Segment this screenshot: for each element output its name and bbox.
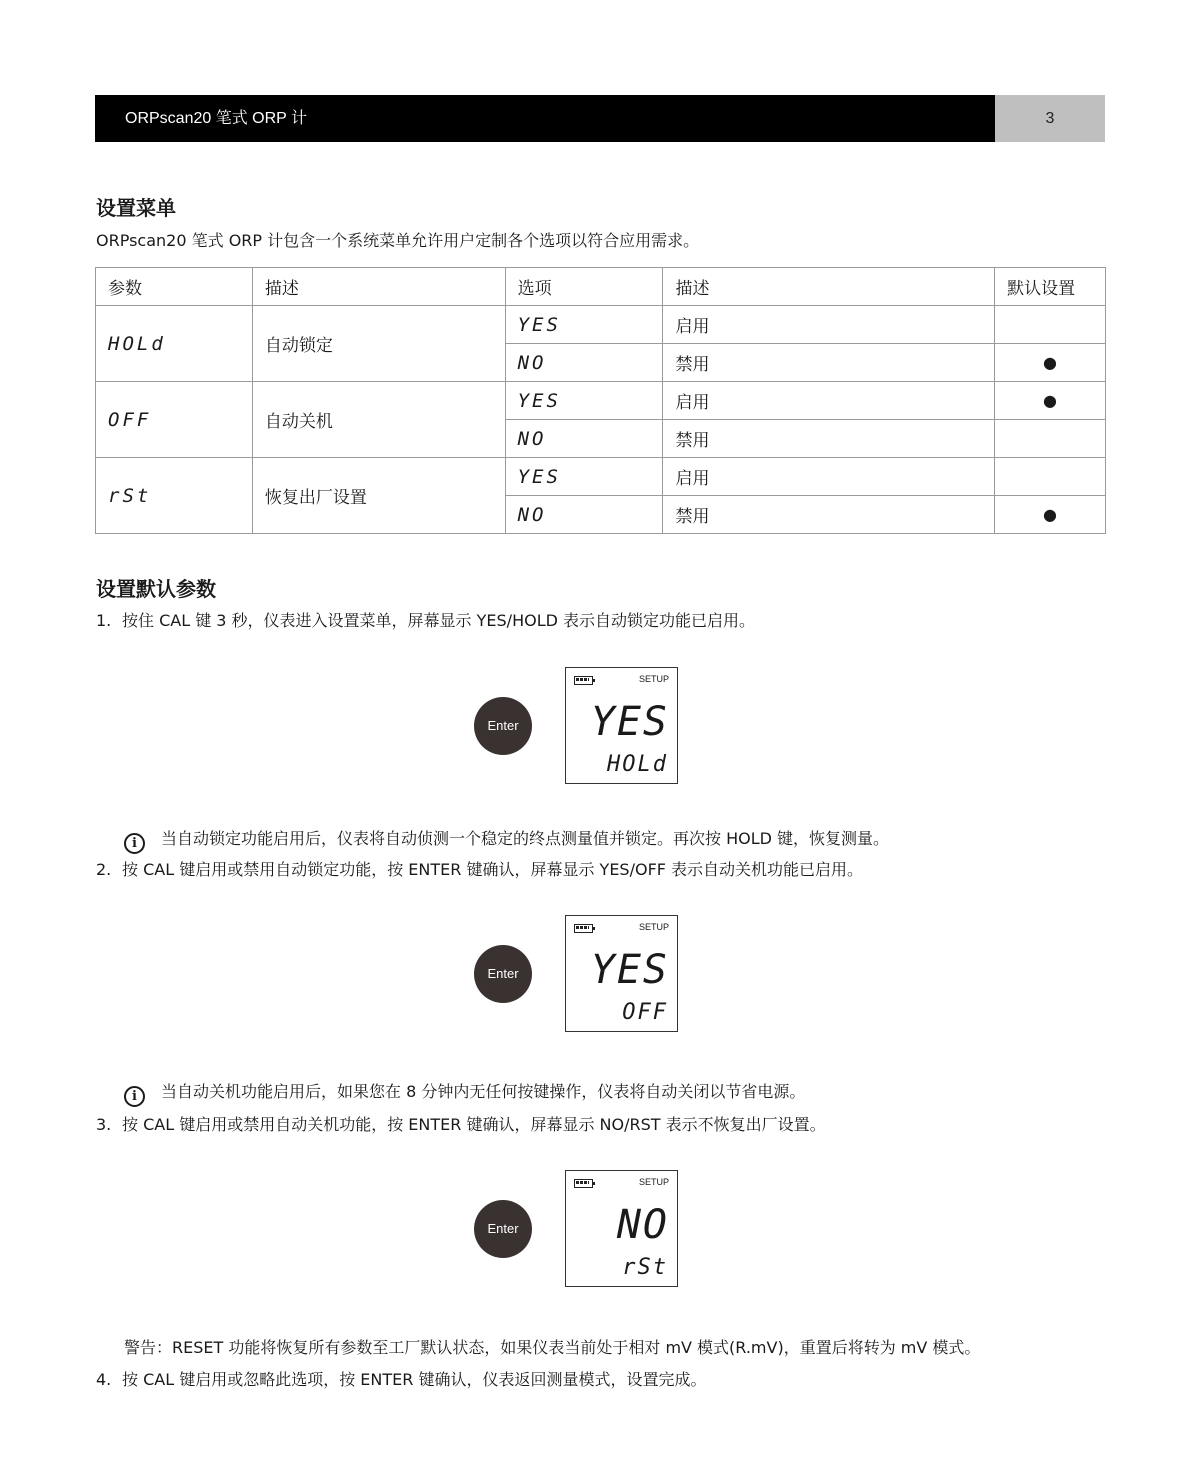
battery-icon: [574, 1179, 593, 1188]
default-marker: ●: [995, 344, 1106, 382]
setup-indicator: SETUP: [638, 1177, 669, 1187]
step-number: 3.: [96, 1115, 112, 1134]
lcd-sub-value: HOLd: [607, 752, 668, 777]
option-cell: NO: [505, 344, 663, 382]
step-4: [96, 1367, 706, 1390]
option-description: 禁用: [663, 344, 995, 382]
option-cell: NO: [505, 420, 663, 458]
option-description: 启用: [663, 306, 995, 344]
note-text: 当自动关机功能启用后，如果您在 8 分钟内无任何按键操作，仪表将自动关闭以节省电源。: [161, 1082, 806, 1101]
option-cell: YES: [505, 306, 663, 344]
warning-note: 警告：RESET 功能将恢复所有参数至工厂默认状态，如果仪表当前处于相对 mV 模式(R.mV)，重置后将转为 mV 模式。: [124, 1338, 981, 1357]
info-note-1: [124, 826, 889, 854]
param-description: 恢复出厂设置: [252, 458, 505, 534]
table-header-row: [96, 268, 1106, 306]
param-description: 自动关机: [252, 382, 505, 458]
table-row: [96, 306, 1106, 344]
step-text: 按住 CAL 键 3 秒，仪表进入设置菜单，屏幕显示 YES/HOLD 表示自动锁定功能已启用。: [122, 611, 756, 630]
section-heading-setup-menu: 设置菜单: [96, 196, 176, 220]
setup-indicator: SETUP: [638, 922, 669, 932]
info-icon: i: [124, 833, 145, 854]
param-cell: OFF: [96, 382, 253, 458]
option-description: 启用: [663, 382, 995, 420]
lcd-display: [565, 1170, 678, 1287]
settings-table: [95, 267, 1106, 534]
step-number: 4.: [96, 1370, 112, 1389]
param-cell: HOLd: [96, 306, 253, 382]
lcd-main-value: NO: [616, 1202, 669, 1248]
section-heading-default-params: 设置默认参数: [96, 577, 216, 601]
step-2: [96, 857, 863, 880]
table-row: [96, 458, 1106, 496]
enter-button: Enter: [474, 1200, 532, 1258]
param-description: 自动锁定: [252, 306, 505, 382]
enter-button: Enter: [474, 697, 532, 755]
lcd-sub-value: rSt: [622, 1255, 668, 1280]
note-text: 当自动锁定功能启用后，仪表将自动侦测一个稳定的终点测量值并锁定。再次按 HOLD 键，恢复测量。: [161, 829, 890, 848]
table-header-cell: 描述: [663, 268, 995, 306]
table-row: [96, 382, 1106, 420]
setup-indicator: SETUP: [638, 674, 669, 684]
default-marker: ●: [995, 382, 1106, 420]
option-cell: YES: [505, 458, 663, 496]
param-cell: rSt: [96, 458, 253, 534]
option-description: 启用: [663, 458, 995, 496]
lcd-main-value: YES: [590, 947, 669, 993]
table-header-cell: 默认设置: [995, 268, 1106, 306]
option-cell: NO: [505, 496, 663, 534]
default-marker: ●: [995, 496, 1106, 534]
option-cell: YES: [505, 382, 663, 420]
step-1: [96, 608, 755, 631]
battery-icon: [574, 924, 593, 933]
step-number: 1.: [96, 611, 112, 630]
document-header: [95, 95, 995, 142]
table-header-cell: 选项: [505, 268, 663, 306]
table-header-cell: 参数: [96, 268, 253, 306]
lcd-display: [565, 915, 678, 1032]
info-icon: i: [124, 1086, 145, 1107]
lcd-main-value: YES: [590, 699, 669, 745]
lcd-sub-value: OFF: [622, 1000, 668, 1025]
info-note-2: [124, 1079, 805, 1107]
default-marker: [995, 420, 1106, 458]
lcd-display: [565, 667, 678, 784]
table-header-cell: 描述: [252, 268, 505, 306]
default-marker: [995, 306, 1106, 344]
step-3: [96, 1112, 826, 1135]
step-number: 2.: [96, 860, 112, 879]
enter-button: Enter: [474, 945, 532, 1003]
page-number: 3: [995, 95, 1105, 142]
battery-icon: [574, 676, 593, 685]
header-title: ORPscan20 笔式 ORP 计: [125, 110, 307, 127]
option-description: 禁用: [663, 496, 995, 534]
step-text: 按 CAL 键启用或禁用自动关机功能，按 ENTER 键确认，屏幕显示 NO/RST 表示不恢复出厂设置。: [122, 1115, 826, 1134]
option-description: 禁用: [663, 420, 995, 458]
step-text: 按 CAL 键启用或忽略此选项，按 ENTER 键确认，仪表返回测量模式，设置完成。: [122, 1370, 707, 1389]
section-intro: ORPscan20 笔式 ORP 计包含一个系统菜单允许用户定制各个选项以符合应用需求。: [96, 231, 700, 250]
default-marker: [995, 458, 1106, 496]
step-text: 按 CAL 键启用或禁用自动锁定功能，按 ENTER 键确认，屏幕显示 YES/OFF 表示自动关机功能已启用。: [122, 860, 864, 879]
